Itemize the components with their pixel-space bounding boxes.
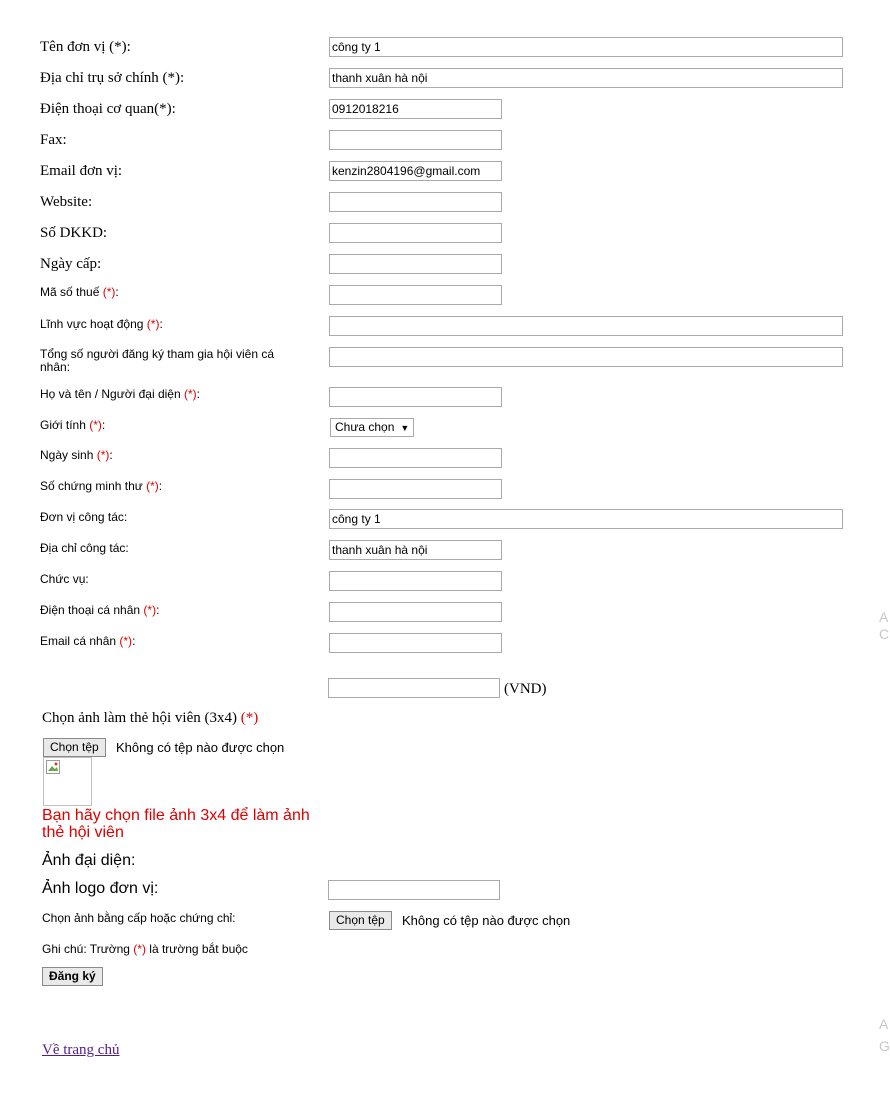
required-mark: (*) [119, 634, 133, 648]
edge-text: A [879, 1016, 889, 1032]
so-dkkd-input[interactable] [329, 223, 502, 243]
required-mark: (*) [183, 387, 197, 401]
label-dien-thoai-co-quan: Điện thoại cơ quan(*): [40, 101, 176, 117]
edge-text: G [879, 1038, 890, 1054]
required-note: Ghi chú: Trường (*) là trường bắt buộc [42, 942, 248, 956]
label-ten-don-vi: Tên đơn vị (*): [40, 39, 131, 55]
photo-preview [43, 757, 92, 806]
required-mark: (*) [102, 285, 116, 299]
chevron-down-icon: ▼ [400, 423, 410, 433]
label-email-ca-nhan: Email cá nhân (*): [40, 634, 136, 648]
email-ca-nhan-input[interactable] [329, 633, 502, 653]
email-don-vi-input[interactable]: kenzin2804196@gmail.com [329, 161, 502, 181]
logo-label: Ảnh logo đơn vị: [42, 880, 159, 897]
label-dien-thoai-ca-nhan: Điện thoại cá nhân (*): [40, 603, 160, 617]
don-vi-cong-tac-input[interactable]: công ty 1 [329, 509, 843, 529]
avatar-label: Ảnh đại diện: [42, 852, 136, 869]
chuc-vu-input[interactable] [329, 571, 502, 591]
label-chuc-vu: Chức vụ: [40, 572, 89, 586]
required-mark: (*) [240, 710, 259, 726]
label-website: Website: [40, 194, 93, 210]
label-so-dkkd: Số DKKD: [40, 225, 108, 241]
label-gioi-tinh: Giới tính (*): [40, 418, 106, 432]
ten-don-vi-input[interactable]: công ty 1 [329, 37, 843, 57]
dien-thoai-co-quan-input[interactable]: 0912018216 [329, 99, 502, 119]
tong-so-nguoi-input[interactable] [329, 347, 843, 367]
label-ma-so-thue: Mã số thuế (*): [40, 285, 119, 299]
photo-warning: Bạn hãy chọn file ảnh 3x4 để làm ảnh thẻ hội viên [42, 807, 310, 841]
logo-input[interactable] [328, 880, 500, 900]
label-tong-so-nguoi: Tổng số người đăng ký tham gia hội viên cá nhân: [40, 347, 275, 374]
website-input[interactable] [329, 192, 502, 212]
required-mark: (*) [146, 317, 160, 331]
home-link[interactable]: Về trang chủ [42, 1042, 120, 1058]
broken-image-icon [45, 759, 61, 775]
so-cmt-input[interactable] [329, 479, 502, 499]
photo-choose-button[interactable]: Chọn tệp [43, 738, 106, 757]
gioi-tinh-select[interactable]: Chưa chọn ▼ [330, 418, 414, 437]
fax-input[interactable] [329, 130, 502, 150]
ngay-cap-input[interactable] [329, 254, 502, 274]
label-fax: Fax: [40, 132, 67, 148]
dia-chi-cong-tac-input[interactable]: thanh xuân hà nội [329, 540, 502, 560]
label-so-cmt: Số chứng minh thư (*): [40, 479, 163, 493]
required-mark: (*) [89, 418, 102, 432]
certificate-label: Chọn ảnh bằng cấp hoặc chứng chỉ: [42, 911, 236, 925]
ho-va-ten-input[interactable] [329, 387, 502, 407]
register-button[interactable]: Đăng ký [42, 967, 103, 986]
certificate-choose-button[interactable]: Chọn tệp [329, 911, 392, 930]
photo-label: Chọn ảnh làm thẻ hội viên (3x4) (*) [42, 710, 259, 726]
dien-thoai-ca-nhan-input[interactable] [329, 602, 502, 622]
edge-text: A [879, 609, 889, 625]
linh-vuc-input[interactable] [329, 316, 843, 336]
required-mark: (*) [146, 479, 159, 493]
required-mark: (*) [143, 603, 157, 617]
edge-text: C [879, 626, 890, 642]
ngay-sinh-input[interactable] [329, 448, 502, 468]
fee-unit: (VND) [504, 681, 547, 697]
label-ngay-cap: Ngày cấp: [40, 256, 102, 272]
label-email-don-vi: Email đơn vị: [40, 163, 123, 179]
label-ngay-sinh: Ngày sinh (*): [40, 448, 113, 462]
photo-no-file-text: Không có tệp nào được chọn [116, 740, 285, 755]
label-dia-chi-cong-tac: Địa chỉ công tác: [40, 541, 129, 555]
ma-so-thue-input[interactable] [329, 285, 502, 305]
label-dia-chi-tru-so: Địa chỉ trụ sở chính (*): [40, 70, 185, 86]
required-mark: (*) [133, 942, 146, 956]
certificate-no-file-text: Không có tệp nào được chọn [402, 913, 571, 928]
required-mark: (*) [96, 448, 110, 462]
fee-input[interactable] [328, 678, 500, 698]
label-ho-va-ten: Họ và tên / Người đại diện (*): [40, 387, 200, 401]
label-linh-vuc: Lĩnh vực hoạt động (*): [40, 317, 163, 331]
label-don-vi-cong-tac: Đơn vị công tác: [40, 510, 128, 524]
dia-chi-tru-so-input[interactable]: thanh xuân hà nội [329, 68, 843, 88]
